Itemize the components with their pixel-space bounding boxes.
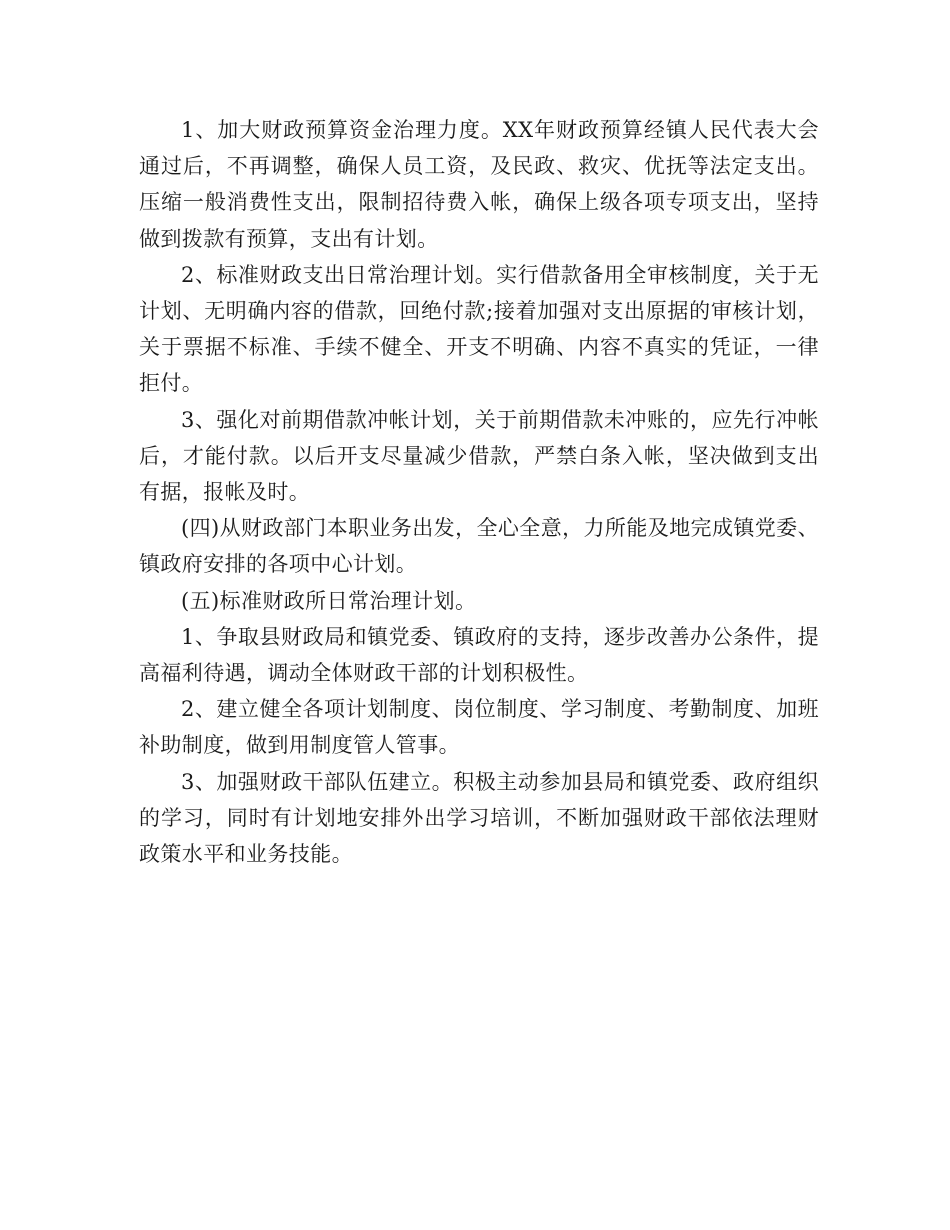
document-body: [139, 112, 819, 872]
paragraph-budget-management: 1、加大财政预算资金治理力度。XX年财政预算经镇人民代表大会通过后，不再调整，确保人员工资，及民政、救灾、优抚等法定支出。压缩一般消费性支出，限制招待费入帐，确保上级各项专项支出，坚持做到拨款有预算，支出有计划。: [139, 118, 819, 251]
paragraph-section-five-heading: (五)标准财政所日常治理计划。: [181, 588, 477, 613]
paragraph-loan-settlement: 3、强化对前期借款冲帐计划，关于前期借款未冲账的，应先行冲帐后，才能付款。以后开支尽量减少借款，严禁白条入帐，坚决做到支出有据，报帐及时。: [139, 407, 819, 505]
paragraph-expenditure-management: 2、标准财政支出日常治理计划。实行借款备用全审核制度，关于无计划、无明确内容的借款，回绝付款;接着加强对支出原据的审核计划，关于票据不标准、手续不健全、开支不明确、内容不真实的凭证，一律拒付。: [139, 262, 819, 396]
paragraph-staff-training: 3、加强财政干部队伍建立。积极主动参加县局和镇党委、政府组织的学习，同时有计划地安排外出学习培训，不断加强财政干部依法理财政策水平和业务技能。: [139, 769, 819, 867]
paragraph-section-four: (四)从财政部门本职业务出发，全心全意，力所能及地完成镇党委、镇政府安排的各项中心计划。: [139, 516, 819, 577]
paragraph-rules-system: 2、建立健全各项计划制度、岗位制度、学习制度、考勤制度、加班补助制度，做到用制度管人管事。: [139, 697, 819, 758]
paragraph-office-conditions: 1、争取县财政局和镇党委、镇政府的支持，逐步改善办公条件，提高福利待遇，调动全体财政干部的计划积极性。: [139, 624, 819, 686]
